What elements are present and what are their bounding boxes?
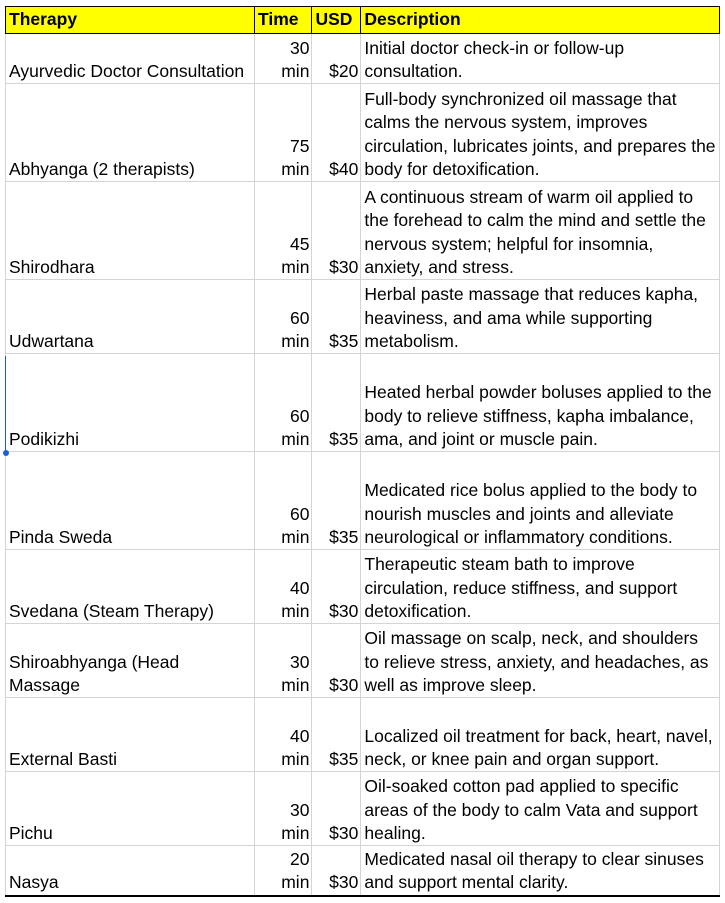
therapy-cell[interactable]: Shiroabhyanga (Head Massage: [6, 624, 255, 698]
therapy-cell[interactable]: Udwartana: [6, 280, 255, 354]
description-cell[interactable]: Oil-soaked cotton pad applied to specific areas of the body to calm Vata and support healing.: [361, 772, 720, 846]
usd-cell[interactable]: $35: [312, 280, 361, 354]
table-row: [6, 550, 720, 624]
description-cell[interactable]: Full-body synchronized oil massage that calms the nervous system, improves circulation, lubricates joints, and prepares the body for detoxification.: [361, 84, 720, 182]
time-cell[interactable]: 30 min: [254, 34, 311, 84]
table-row: [6, 698, 720, 772]
cell-selection-border: [5, 356, 6, 453]
time-cell[interactable]: 40 min: [254, 698, 311, 772]
table-row: [6, 182, 720, 280]
description-cell[interactable]: A continuous stream of warm oil applied to the forehead to calm the mind and settle the nervous system; helpful for insomnia, anxiety, and stress.: [361, 182, 720, 280]
time-cell[interactable]: 60 min: [254, 354, 311, 452]
therapy-cell[interactable]: Svedana (Steam Therapy): [6, 550, 255, 624]
therapy-cell[interactable]: Pichu: [6, 772, 255, 846]
time-cell[interactable]: 60 min: [254, 280, 311, 354]
usd-cell[interactable]: $35: [312, 354, 361, 452]
table-row: [6, 354, 720, 452]
description-cell[interactable]: Oil massage on scalp, neck, and shoulders to relieve stress, anxiety, and headaches, as well as improve sleep.: [361, 624, 720, 698]
table-row: [6, 84, 720, 182]
time-cell[interactable]: 45 min: [254, 182, 311, 280]
therapy-cell[interactable]: Shirodhara: [6, 182, 255, 280]
therapy-cell[interactable]: Ayurvedic Doctor Consultation: [6, 34, 255, 84]
usd-cell[interactable]: $30: [312, 846, 361, 896]
therapy-price-table: [5, 6, 720, 897]
header-cell-usd[interactable]: USD: [312, 7, 361, 34]
therapy-cell[interactable]: External Basti: [6, 698, 255, 772]
usd-cell[interactable]: $35: [312, 452, 361, 550]
time-cell[interactable]: 75 min: [254, 84, 311, 182]
therapy-cell[interactable]: Pinda Sweda: [6, 452, 255, 550]
therapy-cell[interactable]: Nasya: [6, 846, 255, 896]
description-cell[interactable]: Therapeutic steam bath to improve circulation, reduce stiffness, and support detoxification.: [361, 550, 720, 624]
table-row: [6, 624, 720, 698]
therapy-cell[interactable]: Abhyanga (2 therapists): [6, 84, 255, 182]
time-cell[interactable]: 20 min: [254, 846, 311, 896]
description-cell[interactable]: Localized oil treatment for back, heart, navel, neck, or knee pain and organ support.: [361, 698, 720, 772]
usd-cell[interactable]: $35: [312, 698, 361, 772]
description-cell[interactable]: Initial doctor check-in or follow-up consultation.: [361, 34, 720, 84]
usd-cell[interactable]: $30: [312, 550, 361, 624]
time-cell[interactable]: 30 min: [254, 772, 311, 846]
table-row: [6, 772, 720, 846]
usd-cell[interactable]: $20: [312, 34, 361, 84]
time-cell[interactable]: 40 min: [254, 550, 311, 624]
selection-fill-handle[interactable]: [3, 450, 9, 456]
therapy-cell[interactable]: Podikizhi: [6, 354, 255, 452]
time-cell[interactable]: 60 min: [254, 452, 311, 550]
header-cell-time[interactable]: Time: [254, 7, 311, 34]
table-row: [6, 846, 720, 896]
usd-cell[interactable]: $30: [312, 624, 361, 698]
description-cell[interactable]: Herbal paste massage that reduces kapha, heaviness, and ama while supporting metabolism.: [361, 280, 720, 354]
usd-cell[interactable]: $40: [312, 84, 361, 182]
table-row: [6, 280, 720, 354]
table-row: [6, 34, 720, 84]
header-cell-therapy[interactable]: Therapy: [6, 7, 255, 34]
usd-cell[interactable]: $30: [312, 182, 361, 280]
description-cell[interactable]: Medicated nasal oil therapy to clear sinuses and support mental clarity.: [361, 846, 720, 896]
time-cell[interactable]: 30 min: [254, 624, 311, 698]
header-row: [6, 7, 720, 34]
description-cell[interactable]: Medicated rice bolus applied to the body to nourish muscles and joints and alleviate neurological or inflammatory conditions.: [361, 452, 720, 550]
usd-cell[interactable]: $30: [312, 772, 361, 846]
description-cell[interactable]: Heated herbal powder boluses applied to the body to relieve stiffness, kapha imbalance, ama, and joint or muscle pain.: [361, 354, 720, 452]
table-row: [6, 452, 720, 550]
header-cell-description[interactable]: Description: [361, 7, 720, 34]
